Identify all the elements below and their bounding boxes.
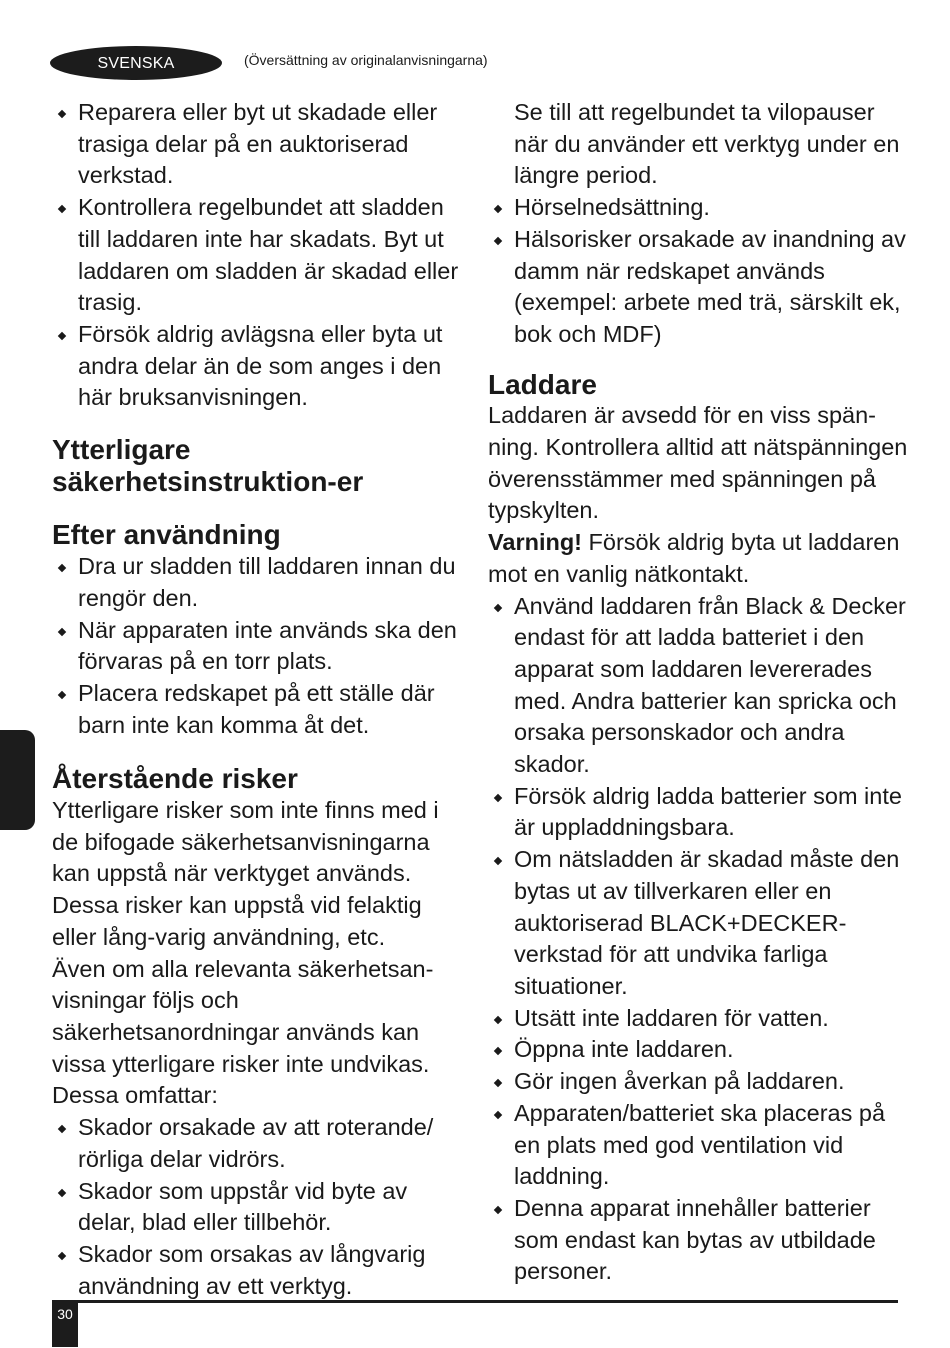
bullet-diamond-icon <box>494 237 502 245</box>
bullet-diamond-icon <box>58 627 66 635</box>
list-item: Skador orsakade av att roterande/ rörliga delar vidrörs. <box>52 1112 462 1175</box>
charger-paragraph: Laddaren är avsedd för en viss spän-ning. Kontrollera alltid att nätspänningen överensstämmer med spänningen på typskylten. <box>488 402 908 524</box>
bullet-diamond-icon <box>58 691 66 699</box>
list-item: Dra ur sladden till laddaren innan du rengör den. <box>52 551 462 614</box>
warning-text: Försök aldrig byta ut laddaren mot en vanlig nätkontakt. <box>488 529 900 587</box>
bullet-diamond-icon <box>58 332 66 340</box>
list-item: Denna apparat innehåller batterier som endast kan bytas av utbildade personer. <box>488 1193 908 1288</box>
list-item: Om nätsladden är skadad måste den bytas ut av tillverkaren eller en auktoriserad BLACK+DECKER-verkstad för att undvika farliga situationer. <box>488 844 908 1003</box>
bullet-diamond-icon <box>494 205 502 213</box>
list-item: Utsätt inte laddaren för vatten. <box>488 1003 908 1035</box>
bullet-diamond-icon <box>58 1125 66 1133</box>
charger-warning <box>488 527 908 590</box>
section-side-tab <box>0 730 35 830</box>
residual-risks-paragraph-2: Även om alla relevanta säkerhetsan-visningar följs och säkerhetsanordningar används kan vissa ytterligare risker inte undvikas. Dessa omfattar: <box>52 955 434 1109</box>
bullet-diamond-icon <box>494 1047 502 1055</box>
footer-rule <box>52 1300 898 1303</box>
list-item: Försök aldrig ladda batterier som inte är uppladdningsbara. <box>488 781 908 844</box>
left-column <box>52 97 462 1302</box>
list-item: Placera redskapet på ett ställe där barn inte kan komma åt det. <box>52 678 462 741</box>
bullet-diamond-icon <box>494 1111 502 1119</box>
bullet-diamond-icon <box>58 205 66 213</box>
bullet-diamond-icon <box>494 1206 502 1214</box>
bullet-diamond-icon <box>58 564 66 572</box>
bullet-diamond-icon <box>494 1015 502 1023</box>
heading-after-use: Efter användning <box>52 519 281 551</box>
right-column <box>488 97 908 1288</box>
list-item: Apparaten/batteriet ska placeras på en plats med god ventilation vid laddning. <box>488 1098 908 1193</box>
list-item: Skador som uppstår vid byte av delar, blad eller tillbehör. <box>52 1176 462 1239</box>
bullet-diamond-icon <box>58 110 66 118</box>
bullet-diamond-icon <box>58 1188 66 1196</box>
list-item: Öppna inte laddaren. <box>488 1034 908 1066</box>
continued-text: Se till att regelbundet ta vilopauser när du använder ett verktyg under en längre period. <box>514 99 900 189</box>
list-item: Försök aldrig avlägsna eller byta ut andra delar än de som anges i den här bruksanvisningen. <box>52 319 462 414</box>
bullet-diamond-icon <box>494 603 502 611</box>
heading-additional-safety: Ytterligare säkerhetsinstruktion-er <box>52 434 364 497</box>
residual-risks-paragraph: Ytterligare risker som inte finns med i de bifogade säkerhetsanvisningarna kan uppstå när verktyget används. Dessa risker kan uppstå vid felaktig eller lång-varig användning, etc. <box>52 797 439 950</box>
translation-note: (Översättning av originalanvisningarna) <box>244 52 488 68</box>
list-item: Reparera eller byt ut skadade eller trasiga delar på en auktoriserad verkstad. <box>52 97 462 192</box>
page-number: 30 <box>52 1300 78 1347</box>
list-item: Skador som orsakas av långvarig användning av ett verktyg. <box>52 1239 462 1302</box>
list-item: Kontrollera regelbundet att sladden till laddaren inte har skadats. Byt ut laddaren om sladden är skadad eller trasig. <box>52 192 462 319</box>
heading-charger: Laddare <box>488 368 597 400</box>
list-item: Hörselnedsättning. <box>488 192 908 224</box>
heading-residual-risks: Återstående risker <box>52 763 298 795</box>
bullet-diamond-icon <box>494 857 502 865</box>
bullet-diamond-icon <box>494 794 502 802</box>
bullet-diamond-icon <box>494 1079 502 1087</box>
list-item: Hälsorisker orsakade av inandning av damm när redskapet används (exempel: arbete med trä, särskilt ek, bok och MDF) <box>488 224 908 351</box>
bullet-diamond-icon <box>58 1252 66 1260</box>
list-item: Gör ingen åverkan på laddaren. <box>488 1066 908 1098</box>
language-badge: SVENSKA <box>50 46 222 80</box>
list-item: Använd laddaren från Black & Decker endast för att ladda batteriet i den apparat som laddaren levererades med. Andra batterier kan spricka och orsaka personskador och andra skador. <box>488 591 908 781</box>
warning-label: Varning! <box>488 529 583 556</box>
list-item: När apparaten inte används ska den förvaras på en torr plats. <box>52 615 462 678</box>
